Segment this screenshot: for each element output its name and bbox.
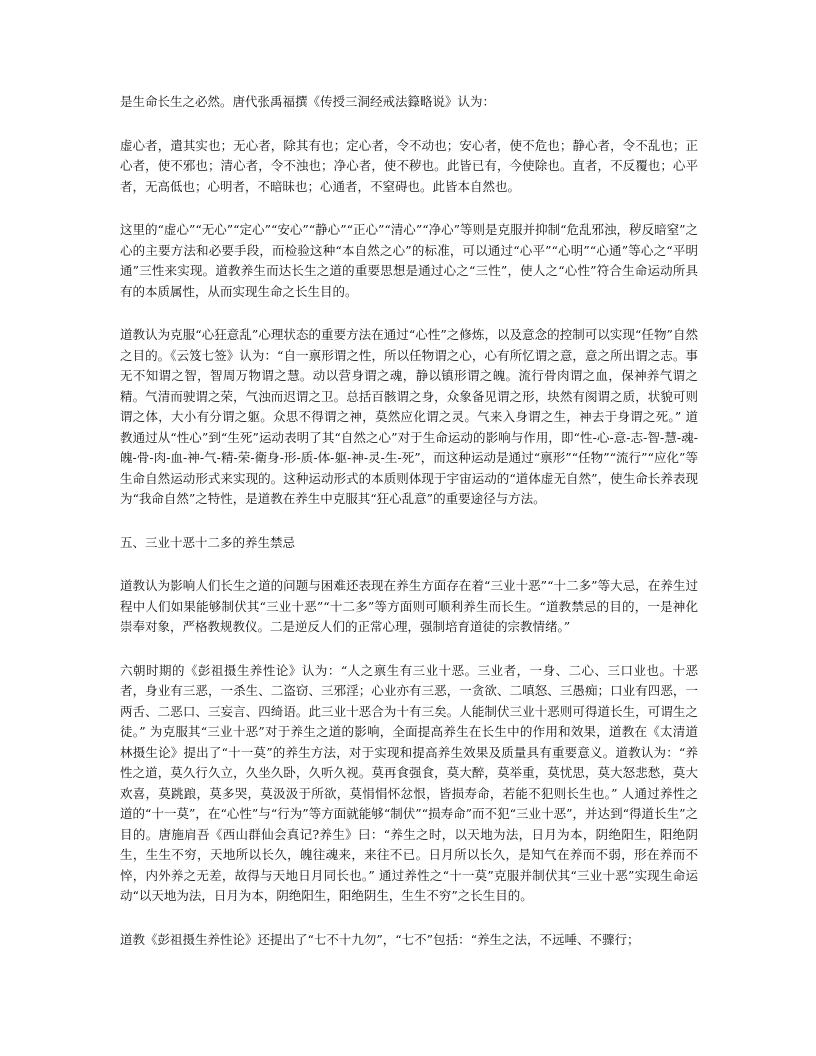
paragraph-commentary: 这里的“虚心”“无心”“定心”“安心”“静心”“正心”“清心”“净心”等则是克服并抑制“危乱邪浊，秽反暗窒”之心的主要方法和必要手段，而检验这种“本自然之心”的标准，可以通过“心平”“心明”“心通”等心之“平明通”三性来实现。道教养生而达长生之道的重要思想是通过心之“三性”，使人之“心性”符合生命运动所具有的本质属性，从而实现生命之长生目的。 <box>120 222 698 299</box>
document-page <box>120 92 698 973</box>
section-heading: 五、三业十恶十二多的养生禁忌 <box>120 534 296 550</box>
paragraph-quote-xinxin: 虚心者，遣其实也；无心者，除其有也；定心者，令不动也；安心者，使不危也；静心者，令不乱也；正心者，使不邪也；清心者，令不浊也；净心者，使不秽也。此皆已有，今使除也。直者，不反覆也；心平者，无高低也；心明者，不暗昧也；心通者，不窒碍也。此皆本自然也。 <box>120 137 698 194</box>
paragraph-pengzu: 六朝时期的《彭祖摄生养性论》认为：“人之禀生有三业十恶。三业者，一身、二心、三口业也。十恶者，身业有三恶，一杀生、二盗窃、三邪淫；心业亦有三恶，一贪欲、二嗔怒、三愚痴；口业有四恶，一两舌、二恶口、三妄言、四绮语。此三业十恶合为十有三矣。人能制伏三业十恶则可得道长生，可谓生之徒。” 为克服其“三业十恶”对于养生之道的影响，全面提高养生在长生中的作用和效果，道教在《太清道林摄生论》提出了“十一莫”的养生方法，对于实现和提高养生效果及质量具有重要意义。道教认为：“养性之道，莫久行久立，久坐久卧，久听久视。莫再食强食，莫大醉，莫举重，莫忧思，莫大怒悲愁，莫大欢喜，莫跳踉，莫多哭，莫汲汲于所欲，莫悁悁怀忿恨，皆损寿命，若能不犯则长生也。” 人通过养性之道的“十一莫”，在“心性”与“行为”等方面就能够“制伏”“损寿命”而不犯“三业十恶”，并达到“得道长生”之目的。唐施肩吾《西山群仙会真记?养生》曰：“养生之时，以天地为法，日月为本，阴绝阳生，阳绝阴生，生生不穷，天地所以长久，魄往魂来，来往不已。日月所以长久，是知气在养而不弱，形在养而不悴，内外养之无差，故得与天地日月同长也。” 通过养性之“十一莫”克服并制伏其“三业十恶”实现生命运动“以天地为法，日月为本，阴绝阳生，阳绝阴生，生生不穷”之长生目的。 <box>120 662 698 903</box>
paragraph-intro: 是生命长生之必然。唐代张禹福撰《传授三洞经戒法籙略说》认为： <box>120 94 496 109</box>
paragraph-xinxing: 道教认为克服“心狂意乱”心理状态的重要方法在通过“心性”之修炼，以及意念的控制可以实现“任物”自然之目的。《云笈七签》认为：“自一禀形谓之性，所以任物谓之心，心有所忆谓之意，意之所出谓之志。事无不知谓之智，智周万物谓之慧。动以营身谓之魂，静以镇形谓之魄。流行骨肉谓之血，保神养气谓之精。气清而驶谓之荣，气浊而迟谓之卫。总括百骸谓之身，众象备见谓之形，块然有阂谓之质，状貌可则谓之体，大小有分谓之躯。众思不得谓之神，莫然应化谓之灵。气来入身谓之生，神去于身谓之死。” 道教通过从“性心”到“生死”运动表明了其“自然之心”对于生命运动的影响与作用，即“性-心-意-志-智-慧-魂-魄-骨-肉-血-神-气-精-荣-衛身-形-质-体-躯-神-灵-生-死”，而这种运动是通过“禀形”“任物”“流行”“应化”等生命自然运动形式来实现的。这种运动形式的本质则体现于宇宙运动的“道体虚无自然”，使生命长养表现为“我命自然”之特性，是道教在养生中克服其“狂心乱意”的重要途径与方法。 <box>120 327 698 506</box>
paragraph-taboos: 道教认为影响人们长生之道的问题与困难还表现在养生方面存在着“三业十恶”“十二多”等大忌，在养生过程中人们如果能够制伏其“三业十恶”“十二多”等方面则可顺利养生而长生。“道教禁忌的目的，一是神化崇奉对象，严格教规教仪。二是逆反人们的正常心理，强制培育道徒的宗教情绪。” <box>120 578 698 634</box>
paragraph-qibu: 道教《彭祖摄生养性论》还提出了“七不十九勿”，“七不”包括：“养生之法，不远唾、不骤行； <box>120 931 640 947</box>
